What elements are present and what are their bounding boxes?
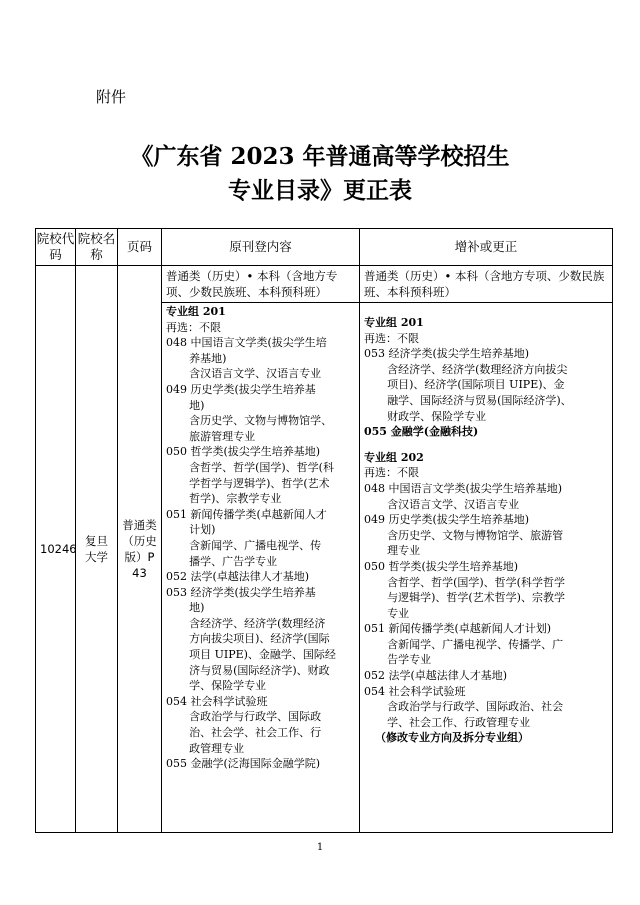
header-correction: 增补或更正: [360, 229, 613, 266]
content-line: 专业组 201: [364, 316, 424, 329]
content-line: 含历史学、文物与博物馆学、: [189, 414, 333, 428]
content-line: 含政治学与行政学、国际政: [189, 710, 322, 724]
content-line: 054 社会科学试验班: [166, 694, 268, 708]
content-line: 专业组 201: [166, 305, 226, 318]
content-line: 播学、广告学专业: [189, 554, 278, 568]
correction-group-201: [364, 315, 608, 440]
content-line: 地): [189, 601, 205, 615]
content-line: 与逻辑学)、哲学(艺术哲学)、宗教学: [387, 591, 565, 605]
content-line: 048 中国语言文学类(拔尖学生培养基地): [364, 481, 563, 495]
content-line: 项目 UIPE)、金融学、国际经: [189, 648, 336, 662]
content-line: 055 金融学(泛海国际金融学院): [166, 757, 321, 771]
content-line: 含新闻学、广播电视学、传: [189, 538, 322, 552]
content-line: 052 法学(卓越法律人才基地): [166, 570, 310, 584]
header-row: [36, 229, 613, 266]
content-line: 048 中国语言文学类(拔尖学生培: [166, 336, 327, 350]
correction-table: [35, 228, 613, 833]
content-line: 含经济学、经济学(数理经济方向拔尖: [387, 362, 568, 376]
page-number: 1: [316, 842, 324, 853]
content-line: 再选：不限: [364, 331, 419, 345]
category-row: [36, 266, 613, 303]
content-line: 学、社会工作、行政管理专业: [387, 715, 531, 729]
header-school-name: 院校名称: [76, 229, 118, 266]
header-page: 页码: [118, 229, 162, 266]
original-content-cell: [162, 303, 360, 833]
content-line: 050 哲学类(拔尖学生培养基地): [364, 559, 519, 573]
document-title-line-1: 《广东省 2023 年普通高等学校招生: [130, 143, 510, 170]
content-line: 济与贸易(国际经济学)、财政: [189, 663, 330, 677]
content-line: 告学专业: [387, 653, 432, 667]
content-line: 含汉语言文学、汉语言专业: [387, 497, 520, 511]
content-line: 含汉语言文学、汉语言专业: [189, 367, 322, 381]
content-line: 含经济学、经济学(数理经济: [189, 616, 326, 630]
header-original-content: 原刊登内容: [162, 229, 360, 266]
content-line: 含哲学、哲学(国学)、哲学(科: [189, 460, 334, 474]
content-line: 理专业: [387, 544, 421, 558]
content-line: 055 金融学(金融科技): [364, 425, 479, 439]
attachment-label: 附件: [96, 88, 127, 106]
content-line: 再选：不限: [166, 320, 221, 334]
school-name-cell: 复旦大学: [76, 266, 118, 833]
content-line: 含新闻学、广播电视学、传播学、广: [387, 637, 564, 651]
correction-category: 普通类（历史）• 本科（含地方专项、少数民族班、本科预科班）: [360, 266, 613, 303]
content-line: 财政学、保险学专业: [387, 409, 487, 423]
content-line: 学、保险学专业: [189, 679, 267, 693]
content-line: 政管理专业: [189, 741, 245, 755]
content-line: 054 社会科学试验班: [364, 684, 466, 698]
content-line: 计划): [189, 523, 216, 537]
content-line: 旅游管理专业: [189, 429, 256, 443]
page-cell: 普通类（历史版）P 43: [118, 266, 162, 833]
content-line: 专业组 202: [364, 450, 424, 464]
original-content-list: [166, 304, 355, 772]
header-school-code: 院校代码: [36, 229, 76, 266]
content-line: 方向拔尖项目)、经济学(国际: [189, 632, 330, 646]
correction-content-cell: [360, 303, 613, 833]
content-line: 053 经济学类(拔尖学生培养基地): [364, 347, 530, 361]
original-category: 普通类（历史）• 本科（含地方专项、少数民族班、本科预科班）: [162, 266, 360, 303]
content-line: 哲学)、宗教学专业: [189, 492, 282, 506]
content-line: 含历史学、文物与博物馆学、旅游管: [387, 528, 564, 542]
content-line: 含哲学、哲学(国学)、哲学(科学哲学: [387, 575, 565, 589]
content-line: 051 新闻传播学类(卓越新闻人才: [166, 507, 327, 521]
content-line: 融学、国际经济与贸易(国际经济学)、: [387, 393, 572, 407]
content-line: 含政治学与行政学、国际政治、社会: [387, 700, 564, 714]
content-line: 再选：不限: [364, 466, 419, 480]
content-line: 地): [189, 398, 205, 412]
content-line: 050 哲学类(拔尖学生培养基地): [166, 445, 321, 459]
content-line: 专业: [387, 606, 410, 620]
school-code-cell: 10246: [36, 266, 76, 833]
content-line: 049 历史学类(拔尖学生培养基: [166, 382, 316, 396]
content-line: 052 法学(卓越法律人才基地): [364, 669, 508, 683]
content-line: 治、社会学、社会工作、行: [189, 726, 322, 740]
content-line: 项目)、经济学(国际项目 UIPE)、金: [387, 378, 565, 392]
content-line: 049 历史学类(拔尖学生培养基地): [364, 513, 530, 527]
content-line: 053 经济学类(拔尖学生培养基: [166, 585, 316, 599]
correction-group-202: [364, 450, 608, 746]
document-title-line-2: 专业目录》更正表: [228, 177, 412, 204]
content-line: 051 新闻传播学类(卓越新闻人才计划): [364, 622, 552, 636]
content-line: （修改专业方向及拆分专业组）: [375, 731, 529, 745]
content-line: 养基地): [189, 351, 227, 365]
content-line: 学哲学与逻辑学)、哲学(艺术: [189, 476, 330, 490]
